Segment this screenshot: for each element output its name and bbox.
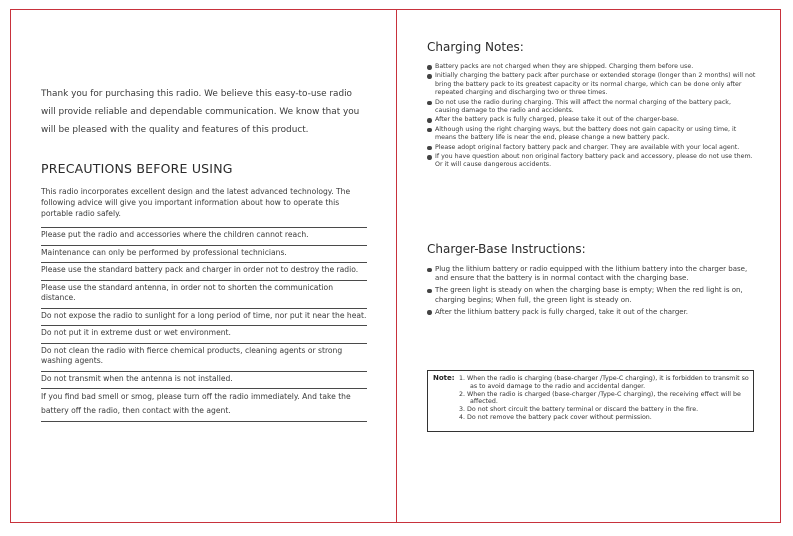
charging-note-item: Please adopt original factory battery pack and charger. They are available with your local agent.	[427, 144, 757, 152]
note-label: Note:	[433, 374, 455, 382]
precaution-item: Please put the radio and accessories where the children cannot reach.	[41, 227, 367, 245]
note-item: 3. Do not short circuit the battery terminal or discard the battery in the fire.	[459, 406, 699, 414]
precautions-intro: This radio incorporates excellent design and the latest advanced technology. The following advice will give you important information about how to operate this portable radio safely.	[41, 187, 351, 218]
note-box	[427, 370, 754, 432]
precaution-item: If you find bad smell or smog, please turn off the radio immediately. And take the battery off the radio, then contact with the agent.	[41, 388, 367, 422]
note-item: 4. Do not remove the battery pack cover without permission.	[459, 413, 652, 421]
note-item: 2. When the radio is charged (base-charger /Type-C charging), the receiving effect will be affected.	[459, 390, 741, 406]
charger-instruction-item: Plug the lithium battery or radio equipped with the lithium battery into the charger base, and ensure that the battery is in normal contact with the charging base.	[427, 265, 757, 283]
charging-note-item: If you have question about non original factory battery pack and accessory, please do not use them. Or it will cause dangerous accidents.	[427, 153, 757, 170]
note-list	[459, 375, 749, 422]
precautions-list	[41, 227, 367, 422]
precaution-item: Maintenance can only be performed by professional technicians.	[41, 245, 367, 263]
charging-note-item: Initially charging the battery pack after purchase or extended storage (longer than 2 months) will not bring the battery pack to its greatest capacity or its normal charge, which can be done only after repeated charging and discharging two or three times.	[427, 72, 757, 97]
charger-instruction-item: After the lithium battery pack is fully charged, take it out of the charger.	[427, 308, 757, 317]
charger-base-title: Charger-Base Instructions:	[427, 242, 586, 256]
intro-paragraph: Thank you for purchasing this radio. We believe this easy-to-use radio will provide reliable and dependable communication. We know that you will be pleased with the quality and features of this product.	[41, 89, 360, 135]
charging-note-item: Do not use the radio during charging. This will affect the normal charging of the battery pack, causing damage to the radio and accidents.	[427, 99, 757, 116]
precautions-title: PRECAUTIONS BEFORE USING	[41, 161, 233, 176]
precaution-item: Do not put it in extreme dust or wet environment.	[41, 325, 367, 343]
precaution-item: Do not expose the radio to sunlight for a long period of time, nor put it near the heat.	[41, 308, 367, 326]
charger-instruction-item: The green light is steady on when the charging base is empty; When the red light is on, charging begins; When full, the green light is steady on.	[427, 286, 757, 304]
precaution-item: Please use the standard battery pack and charger in order not to destroy the radio.	[41, 262, 367, 280]
charging-note-item: After the battery pack is fully charged, please take it out of the charger-base.	[427, 116, 757, 124]
charging-note-item: Battery packs are not charged when they are shipped. Charging them before use.	[427, 63, 757, 71]
precaution-item: Please use the standard antenna, in order not to shorten the communication distance.	[41, 280, 367, 308]
precaution-item: Do not transmit when the antenna is not installed.	[41, 371, 367, 389]
charging-notes-title: Charging Notes:	[427, 40, 524, 54]
precaution-item: Do not clean the radio with fierce chemical products, cleaning agents or strong washing agents.	[41, 343, 367, 371]
charger-base-list	[427, 265, 757, 320]
charging-note-item: Although using the right charging ways, but the battery does not gain capacity or using time, it means the battery life is near the end, please change a new battery pack.	[427, 126, 757, 143]
page-divider	[396, 9, 397, 523]
charging-notes-list	[427, 63, 757, 171]
note-item: 1. When the radio is charging (base-charger /Type-C charging), it is forbidden to transmit so as to avoid damage to the radio and accidental danger.	[459, 375, 749, 390]
